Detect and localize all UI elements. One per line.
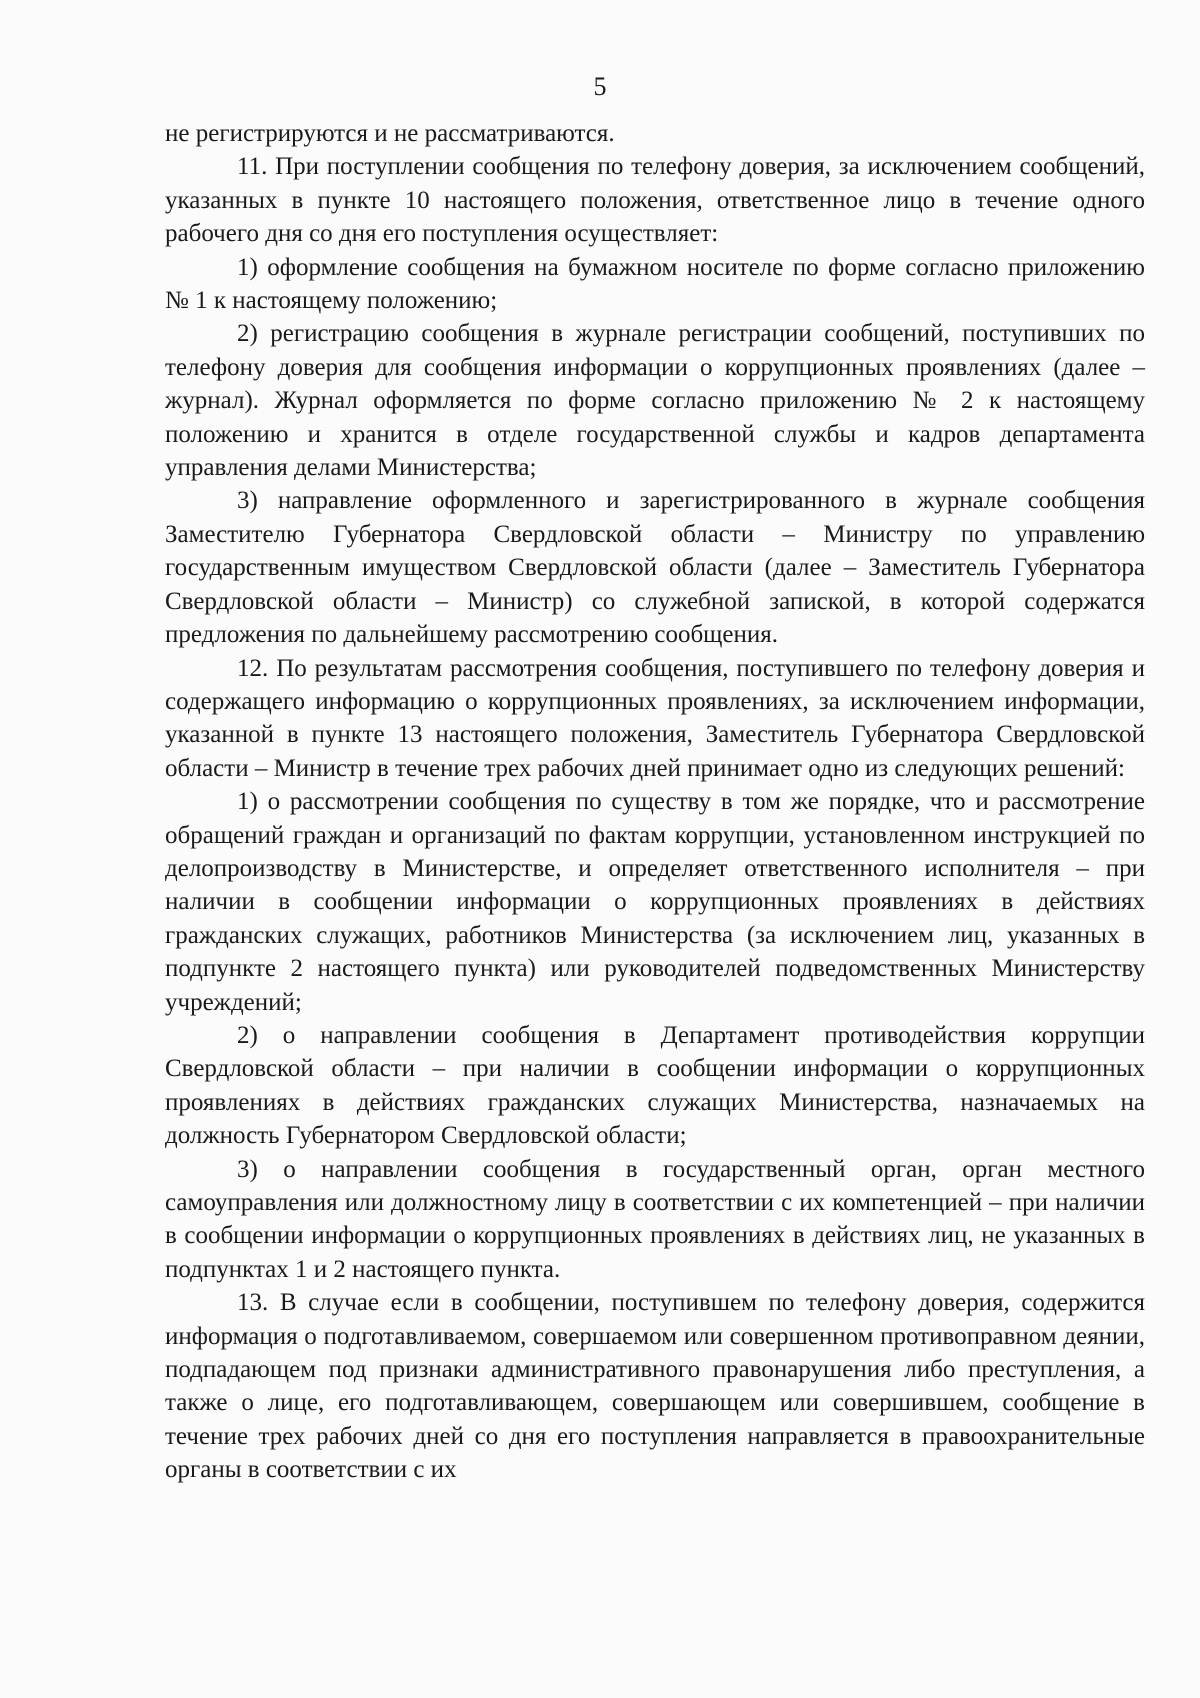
paragraph-item-11-3: 3) направление оформленного и зарегистрированного в журнале сообщения Заместителю Губернатора Свердловской области – Министру по управлению государственным имуществом Свердловской области (далее – Заместитель Губернатора Свердловской области – Министр) со служебной запиской, в которой содержатся предложения по дальнейшему рассмотрению сообщения.: [165, 487, 1145, 649]
paragraph-item-12-1: 1) о рассмотрении сообщения по существу в том же порядке, что и рассмотрение обращений граждан и организаций по фактам коррупции, установленном инструкцией по делопроизводству в Министерстве, и определяет ответственного исполнителя – при наличии в сообщении информации о коррупционных проявлениях в действиях гражданских служащих, работников Министерства (за исключением лиц, указанных в подпункте 2 настоящего пункта) или руководителей подведомственных Министерству учреждений;: [165, 788, 1145, 1016]
paragraph-item-11-2: 2) регистрацию сообщения в журнале регистрации сообщений, поступивших по телефону доверия для сообщения информации о коррупционных проявлениях (далее – журнал). Журнал оформляется по форме согласно приложению № 2 к настоящему положению и хранится в отделе государственной службы и кадров департамента управления делами Министерства;: [165, 320, 1145, 482]
paragraph-item-11: 11. При поступлении сообщения по телефону доверия, за исключением сообщений, указанных в пункте 10 настоящего положения, ответственное лицо в течение одного рабочего дня со дня его поступления осуществляет:: [165, 153, 1145, 248]
paragraph-item-12-3: 3) о направлении сообщения в государственный орган, орган местного самоуправления или должностному лицу в соответствии с их компетенцией – при наличии в сообщении информации о коррупционных проявлениях в действиях лиц, не указанных в подпунктах 1 и 2 настоящего пункта.: [165, 1155, 1145, 1283]
paragraph-item-11-1: 1) оформление сообщения на бумажном носителе по форме согласно приложению № 1 к настоящему положению;: [165, 253, 1145, 315]
paragraph-item-12-2: 2) о направлении сообщения в Департамент противодействия коррупции Свердловской области – при наличии в сообщении информации о коррупционных проявлениях в действиях гражданских служащих Министерства, назначаемых на должность Губернатором Свердловской области;: [165, 1021, 1145, 1150]
document-body: [165, 117, 1145, 1487]
paragraph-item-13: 13. В случае если в сообщении, поступившем по телефону доверия, содержится информация о подготавливаемом, совершаемом или совершенном противоправном деянии, подпадающем под признаки административного правонарушения либо преступления, а также о лице, его подготавливающем, совершающем или совершившем, сообщение в течение трех рабочих дней со дня его поступления направляется в правоохранительные органы в соответствии с их: [165, 1289, 1145, 1484]
page-number: 5: [593, 72, 607, 101]
paragraph-continuation: не регистрируются и не рассматриваются.: [165, 120, 615, 147]
paragraph-item-12: 12. По результатам рассмотрения сообщения, поступившего по телефону доверия и содержащего информацию о коррупционных проявлениях, за исключением информации, указанной в пункте 13 настоящего положения, Заместитель Губернатора Свердловской области – Министр в течение трех рабочих дней принимает одно из следующих решений:: [165, 654, 1145, 782]
